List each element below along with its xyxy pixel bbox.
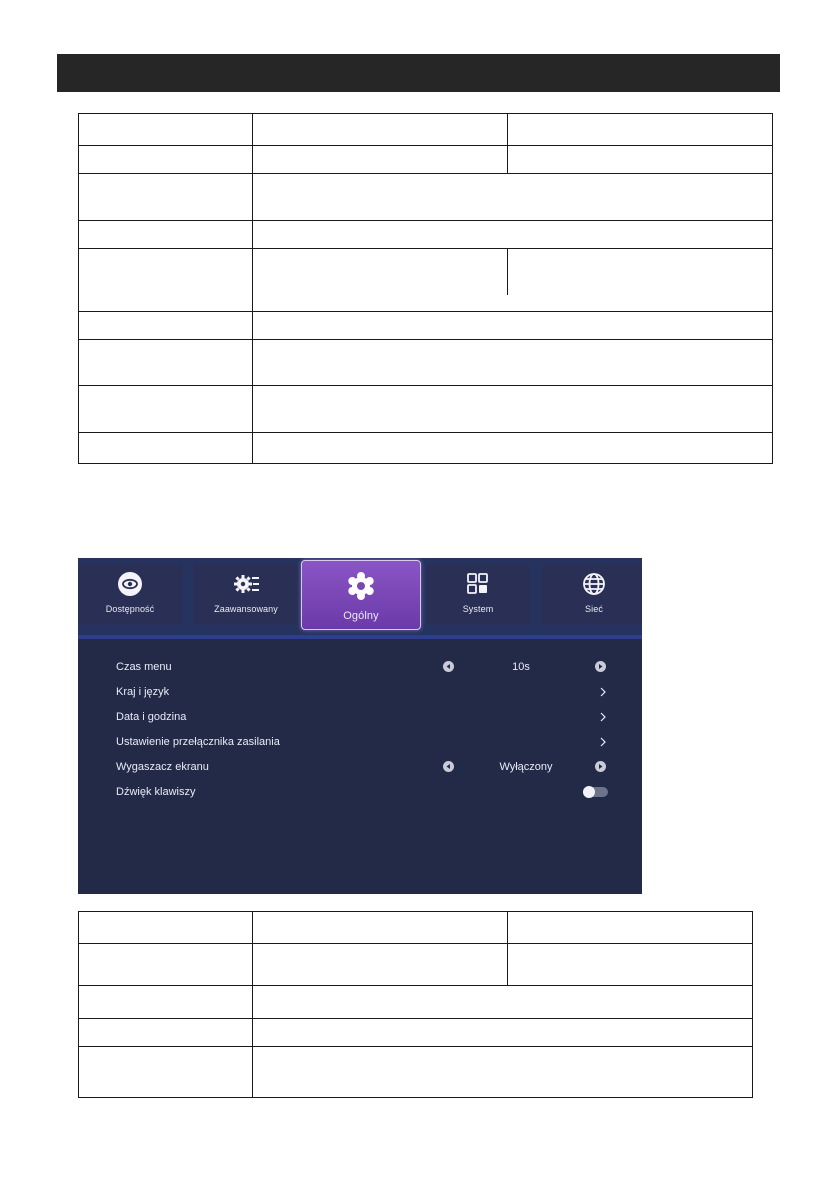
tab-label: Zaawansowany (214, 604, 278, 614)
toggle-knob (583, 786, 595, 798)
arrow-right-button[interactable] (595, 761, 606, 772)
row-label: Ustawienie przełącznika zasilania (116, 736, 280, 748)
row-value: 10s (512, 661, 530, 673)
globe-icon (581, 571, 607, 597)
triangle-right-icon (595, 761, 606, 772)
chevron-right-icon (598, 731, 608, 753)
tab-accessibility[interactable] (78, 564, 182, 625)
tab-label: Dostępność (105, 604, 155, 614)
triangle-left-icon (443, 761, 454, 772)
row-value: Wyłączony (499, 761, 553, 773)
eye-icon (117, 571, 143, 597)
row-label: Czas menu (116, 661, 172, 673)
triangle-left-icon (443, 661, 454, 672)
tab-general[interactable] (301, 560, 421, 630)
settings-table-bottom (78, 911, 753, 1098)
menu-row-country-language[interactable] (116, 681, 608, 703)
triangle-right-icon (595, 661, 606, 672)
chevron-right-icon (598, 706, 608, 728)
gear-icon (346, 571, 376, 601)
tv-settings-screenshot (78, 558, 642, 894)
menu-row-date-time[interactable] (116, 706, 608, 728)
row-label: Kraj i język (116, 686, 170, 698)
advanced-settings-icon (233, 571, 259, 597)
page-header-bar (57, 54, 780, 92)
arrow-left-button[interactable] (443, 661, 454, 672)
arrow-left-button[interactable] (443, 761, 454, 772)
menu-row-power-switch[interactable] (116, 731, 608, 753)
chevron-right-icon (598, 681, 608, 703)
tab-label: System (462, 604, 494, 614)
settings-table-top (78, 113, 773, 464)
row-label: Data i godzina (116, 711, 187, 723)
apps-grid-icon (465, 571, 491, 597)
tab-system[interactable] (426, 564, 530, 625)
arrow-right-button[interactable] (595, 661, 606, 672)
menu-row-menu-time[interactable] (116, 656, 608, 678)
tab-label: Sieć (585, 604, 603, 614)
tab-label: Ogólny (343, 610, 379, 622)
tab-network[interactable] (542, 564, 642, 625)
menu-row-screensaver[interactable] (116, 756, 608, 778)
row-label: Dźwięk klawiszy (116, 786, 196, 798)
row-label: Wygaszacz ekranu (116, 761, 209, 773)
tab-advanced[interactable] (194, 564, 298, 625)
menu-row-key-sound[interactable] (116, 781, 608, 803)
key-sound-toggle[interactable] (583, 787, 608, 797)
